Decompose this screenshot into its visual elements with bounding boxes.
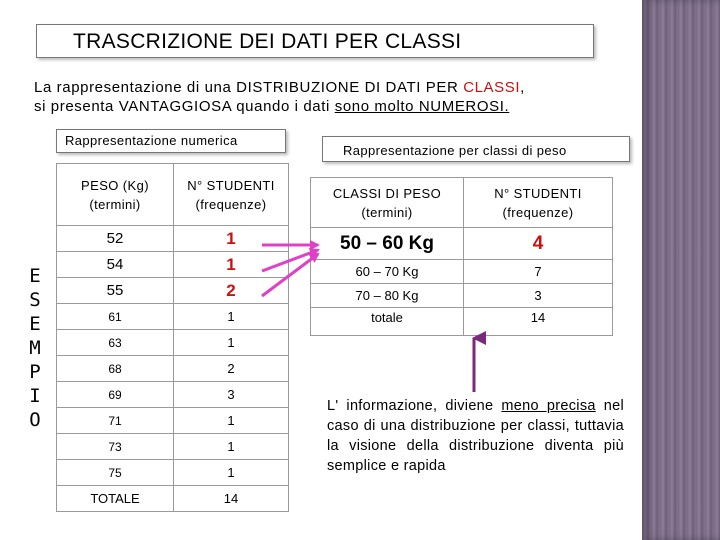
numeric-cell-studenti: 3 — [174, 382, 289, 408]
note-text — [327, 396, 624, 476]
side-letter: S — [29, 289, 41, 311]
side-letter: I — [29, 385, 41, 407]
numeric-total-value: 14 — [174, 486, 289, 512]
numeric-cell-studenti: 1 — [174, 330, 289, 356]
label-numeric-representation: Rappresentazione numerica — [56, 129, 286, 153]
numeric-cell-peso: 61 — [57, 304, 174, 330]
numeric-cell-studenti: 1 — [174, 304, 289, 330]
numeric-cell-studenti: 2 — [174, 278, 289, 304]
numeric-cell-peso: 69 — [57, 382, 174, 408]
numeric-cell-peso: 75 — [57, 460, 174, 486]
numeric-cell-studenti: 1 — [174, 226, 289, 252]
class-total-label: totale — [311, 308, 464, 336]
side-letter: E — [29, 313, 41, 335]
numeric-cell-peso: 52 — [57, 226, 174, 252]
numeric-cell-studenti: 1 — [174, 252, 289, 278]
note-part2: nel caso di una distribuzione per classi, tuttavia la visione della distribuzione diventa più semplice e rapida — [327, 398, 624, 474]
side-letter: M — [29, 337, 41, 359]
class-total-value: 14 — [464, 308, 613, 336]
side-letter: P — [29, 361, 41, 383]
class-cell-studenti: 4 — [464, 228, 613, 260]
intro-underlined: sono molto NUMEROSI. — [334, 98, 510, 115]
intro-part3: si presenta VANTAGGIOSA quando i dati — [34, 98, 335, 115]
class-header-classi: CLASSI DI PESO (termini) — [311, 178, 464, 228]
note-underlined: meno precisa — [501, 398, 596, 414]
numeric-cell-peso: 63 — [57, 330, 174, 356]
class-cell-studenti: 3 — [464, 284, 613, 308]
class-cell-classe: 60 – 70 Kg — [311, 260, 464, 284]
class-cell-classe: 70 – 80 Kg — [311, 284, 464, 308]
class-cell-studenti: 7 — [464, 260, 613, 284]
intro-classi-word: CLASSI — [463, 79, 521, 96]
numeric-cell-peso: 71 — [57, 408, 174, 434]
page-title: TRASCRIZIONE DEI DATI PER CLASSI — [73, 30, 462, 53]
class-cell-classe: 50 – 60 Kg — [311, 228, 464, 260]
numeric-cell-peso: 73 — [57, 434, 174, 460]
label-class-representation: Rappresentazione per classi di peso — [322, 136, 630, 162]
numeric-header-peso: PESO (Kg) (termini) — [57, 164, 174, 226]
numeric-cell-studenti: 1 — [174, 408, 289, 434]
numeric-cell-studenti: 2 — [174, 356, 289, 382]
note-part1: L' informazione, diviene — [327, 398, 502, 414]
numeric-cell-peso: 54 — [57, 252, 174, 278]
intro-part1: La rappresentazione di una DISTRIBUZIONE DI DATI PER — [34, 79, 464, 96]
numeric-cell-studenti: 1 — [174, 460, 289, 486]
class-header-studenti: N° STUDENTI (frequenze) — [464, 178, 613, 228]
numeric-cell-studenti: 1 — [174, 434, 289, 460]
numeric-cell-peso: 55 — [57, 278, 174, 304]
intro-part2: , — [520, 79, 525, 96]
side-letter: O — [29, 409, 41, 431]
side-letter: E — [29, 265, 41, 287]
numeric-cell-peso: 68 — [57, 356, 174, 382]
numeric-total-label: TOTALE — [57, 486, 174, 512]
numeric-header-studenti: N° STUDENTI (frequenze) — [174, 164, 289, 226]
